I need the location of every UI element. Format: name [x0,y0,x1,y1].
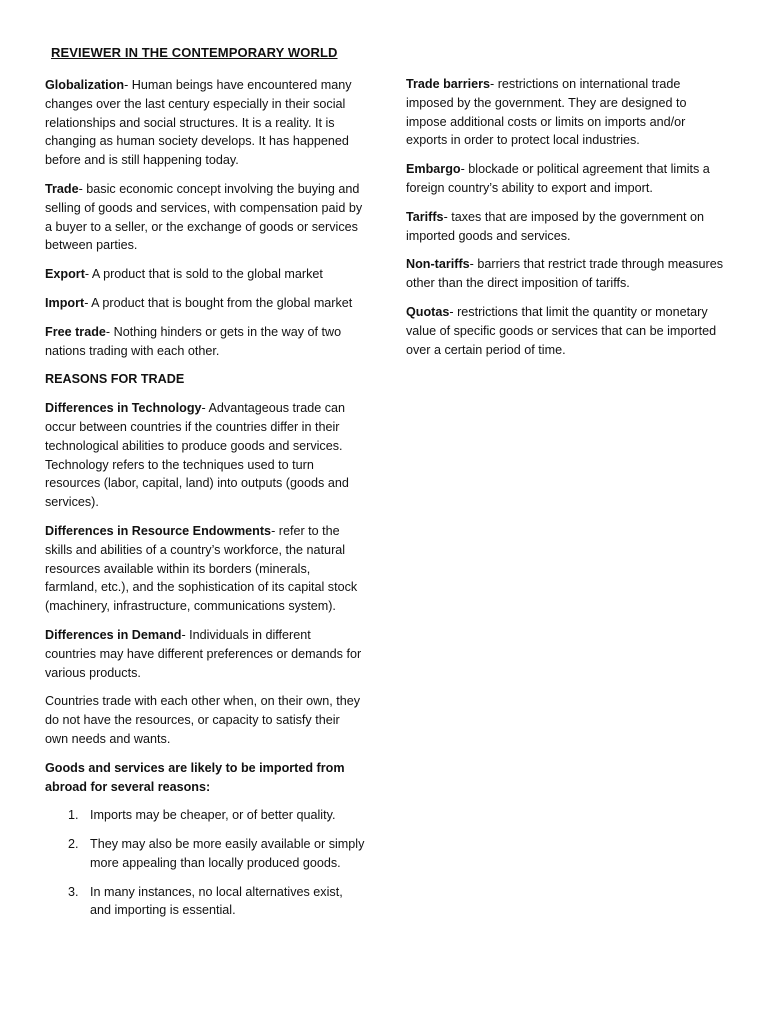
list-item-text: They may also be more easily available or simply more appealing than locally produced goods. [90,837,365,870]
definition-technology [45,399,365,512]
list-item [45,835,365,873]
term-free-trade: Free trade [45,324,106,339]
definition-text: - refer to the skills and abilities of a country’s workforce, the natural resources available within its borders (minerals, farmland, etc.), and the sophistication of its capital stock (machinery, infrastructure, communications system). [45,523,358,614]
definition-demand [45,626,365,682]
term-globalization: Globalization [45,78,125,92]
section-heading-reasons: REASONS FOR TRADE [45,372,185,387]
definition-trade [45,180,365,255]
list-number: 2. [68,837,79,852]
definition-text: - restrictions on international trade imposed by the government. They are designed to impose additional costs or limits on imports and/or exports in order to protect local industries. [406,77,687,148]
term-resource-endowments: Differences in Resource Endowments [45,523,272,538]
definition-text: - blockade or political agreement that limits a foreign country’s ability to export and import. [406,162,710,195]
section-heading-imports: Goods and services are likely to be imported from abroad for several reasons: [45,760,345,794]
list-item [45,883,365,921]
term-technology: Differences in Technology [45,401,202,416]
list-number: 1. [68,808,79,823]
definition-text: - A product that is bought from the global market [84,295,353,310]
definition-embargo [406,160,726,198]
import-reasons-list [45,806,365,920]
term-quotas: Quotas [406,304,450,319]
definition-text: - restrictions that limit the quantity or monetary value of specific goods or services that can be imported over a certain period of time. [406,304,717,357]
term-non-tariffs: Non-tariffs [406,257,470,272]
term-trade: Trade [45,181,79,196]
term-tariffs: Tariffs [406,209,444,224]
definition-resource-endowments [45,522,365,616]
term-demand: Differences in Demand [45,627,182,642]
term-embargo: Embargo [406,162,461,177]
definition-text: - Human beings have encountered many changes over the last century especially in their social relationships and social structures. It is a reality. It is changing as human society develops. It has happened before and is still happening today. [45,78,352,168]
definition-text: - A product that is sold to the global market [84,267,323,282]
definition-tariffs [406,208,726,246]
term-trade-barriers: Trade barriers [406,77,491,91]
left-column [45,76,365,930]
list-number: 3. [68,884,79,899]
definition-text: - Individuals in different countries may have different preferences or demands for various products. [45,627,362,680]
definition-free-trade [45,323,365,361]
paragraph-countries-trade: Countries trade with each other when, on their own, they do not have the resources, or capacity to satisfy their own needs and wants. [45,694,361,746]
definition-import [45,294,365,313]
definition-quotas [406,303,726,359]
definition-globalization [45,76,365,170]
definition-text: - barriers that restrict trade through measures other than the direct imposition of tariffs. [406,257,724,291]
term-import: Import [45,295,85,310]
list-item-text: In many instances, no local alternatives exist, and importing is essential. [90,884,343,918]
definition-text: - Nothing hinders or gets in the way of two nations trading with each other. [45,324,342,358]
list-item-text: Imports may be cheaper, or of better quality. [90,808,336,823]
definition-text: - Advantageous trade can occur between countries if the countries differ in their technological abilities to produce goods and services. Technology refers to the techniques used to turn resources (labor, capital, land) into outputs (goods and services). [45,401,349,510]
definition-text: - taxes that are imposed by the government on imported goods and services. [406,209,704,243]
definition-trade-barriers [406,75,726,150]
definition-non-tariffs [406,255,726,293]
right-column [406,75,726,369]
list-item [45,806,365,825]
definition-export [45,265,365,284]
term-export: Export [45,267,85,282]
document-title: REVIEWER IN THE CONTEMPORARY WORLD [51,45,338,60]
definition-text: - basic economic concept involving the buying and selling of goods and services, with compensation paid by a buyer to a seller, or the exchange of goods or services between parties. [45,181,363,253]
